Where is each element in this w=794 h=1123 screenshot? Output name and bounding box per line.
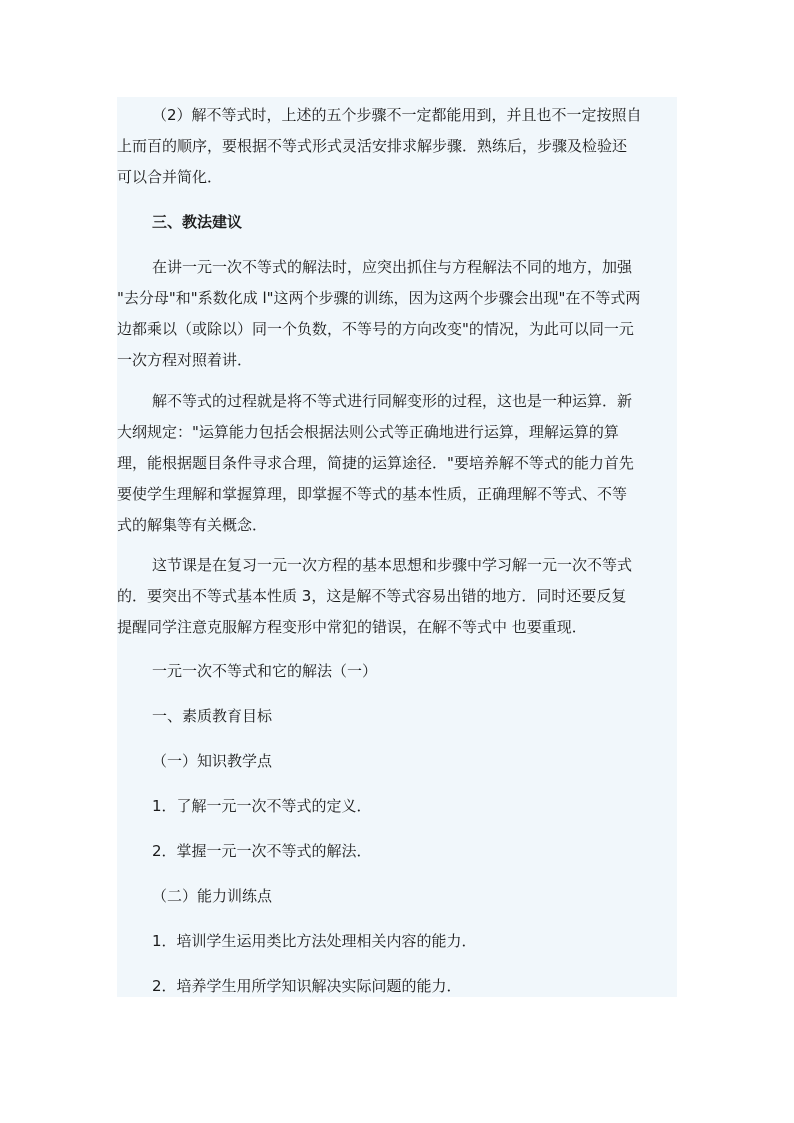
paragraph-lesson-focus [117,550,677,643]
text-line: "去分母"和"系数化成 l"这两个步骤的训练，因为这两个步骤会出现"在不等式两 [117,289,641,307]
section-heading-goals [117,701,677,732]
text-line: 要使学生理解和掌握算理，即掌握不等式的基本性质，正确理解不等式、不等 [117,485,628,503]
text-line: 一、素质教育目标 [152,707,273,725]
paragraph-syllabus [117,386,677,541]
text-line: （二）能力训练点 [152,887,273,905]
heading-text: 三、教法建议 [152,213,243,231]
list-item [117,971,677,1002]
text-line: 边都乘以（或除以）同一个负数，不等号的方向改变"的情况，为此可以同一元 [117,320,634,338]
subheading-ability [117,881,677,912]
text-line: 的．要突出不等式基本性质 3，这是解不等式容易出错的地方．同时还要反复 [117,587,627,605]
list-item [117,926,677,957]
paragraph-teaching-method [117,252,677,376]
text-line: （2）解不等式时，上述的五个步骤不一定都能用到，并且也不一定按照自 [152,106,642,124]
text-line: 这节课是在复习一元一次方程的基本思想和步骤中学习解一元一次不等式 [152,556,633,574]
text-line: 大纲规定："运算能力包括会根据法则公式等正确地进行运算，理解运算的算 [117,423,619,441]
text-line: 在讲一元一次不等式的解法时，应突出抓住与方程解法不同的地方，加强 [152,258,633,276]
text-line: 式的解集等有关概念． [117,516,268,534]
list-item [117,836,677,867]
paragraph-steps-note [117,100,677,193]
text-line: 一元一次不等式和它的解法（一） [152,662,378,680]
text-line: 上而百的顺序，要根据不等式形式灵活安排求解步骤．熟练后，步骤及检验还 [117,137,628,155]
subheading-knowledge [117,746,677,777]
text-line: （一）知识教学点 [152,752,273,770]
text-line: 可以合并简化． [117,168,223,186]
text-line: 1．培训学生运用类比方法处理相关内容的能力． [152,932,477,950]
text-line: 1．了解一元一次不等式的定义． [152,797,372,815]
text-line: 一次方程对照着讲． [117,351,253,369]
text-line: 2．培养学生用所学知识解决实际问题的能力． [152,977,462,995]
section-heading-teaching [117,207,677,238]
text-line: 解不等式的过程就是将不等式进行同解变形的过程，这也是一种运算．新 [152,392,633,410]
list-item [117,791,677,822]
text-line: 2．掌握一元一次不等式的解法． [152,842,372,860]
lesson-title [117,656,677,687]
text-line: 提醒同学注意克服解方程变形中常犯的错误，在解不等式中 也要重现． [117,618,587,636]
text-line: 理，能根据题目条件寻求合理，简捷的运算途径．"要培养解不等式的能力首先 [117,454,634,472]
